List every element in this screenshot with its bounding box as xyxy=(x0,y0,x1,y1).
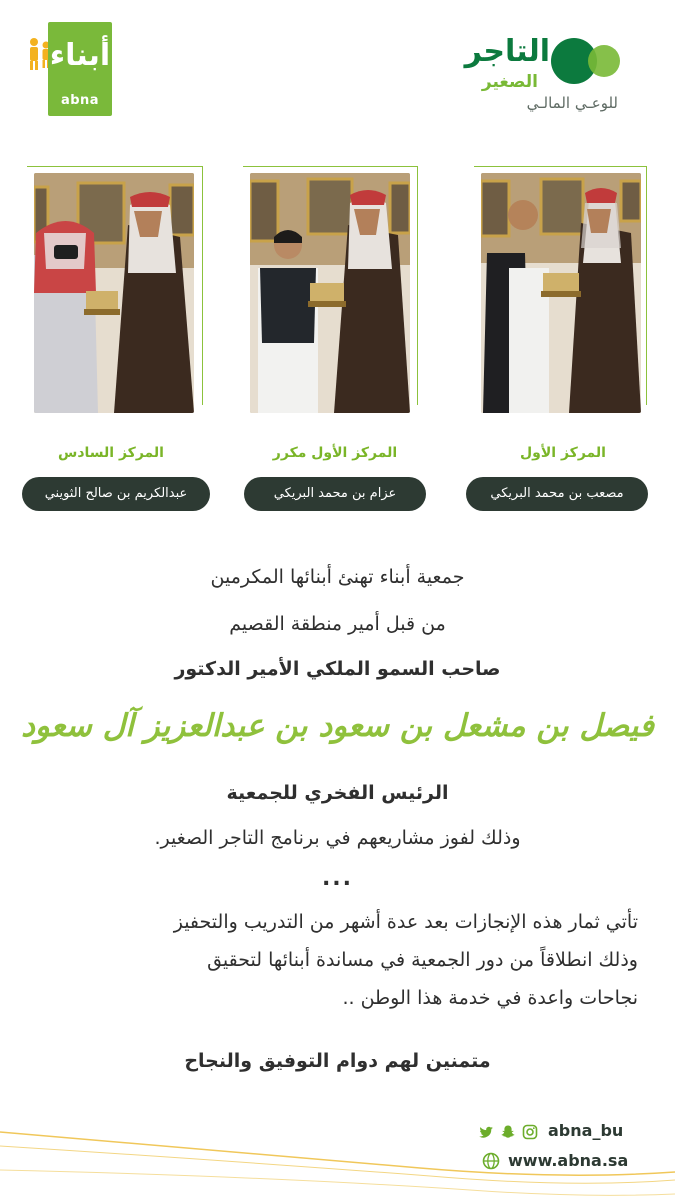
place-label-3: المركز السادس xyxy=(58,445,164,461)
abna-logo-english: abna xyxy=(60,93,100,108)
winner-photo-2 xyxy=(250,173,410,413)
message-paragraph xyxy=(38,903,638,1017)
logo-tagline: للوعـي المالـي xyxy=(526,94,618,112)
winner-name-3: عبدالكريم بن صالح الثويني xyxy=(22,477,210,511)
website-link[interactable]: www.abna.sa xyxy=(508,1151,629,1170)
social-handle[interactable]: abna_bu xyxy=(548,1121,624,1140)
separator-dots: ... xyxy=(321,866,354,891)
abna-logo-arabic: أبناء xyxy=(49,38,111,73)
place-label-2: المركز الأول مكرر xyxy=(272,445,398,461)
logo-subtitle: الصغير xyxy=(481,72,538,92)
little-merchant-logo xyxy=(440,34,630,120)
closing-line: متمنين لهم دوام التوفيق والنجاح xyxy=(184,1050,491,1072)
message-line-1: جمعية أبناء تهنئ أبنائها المكرمين xyxy=(210,566,465,588)
twitter-icon[interactable] xyxy=(478,1124,494,1140)
paragraph-line-3: نجاحات واعدة في خدمة هذا الوطن .. xyxy=(342,987,638,1009)
instagram-icon[interactable] xyxy=(522,1124,538,1140)
paragraph-line-2: وذلك انطلاقاً من دور الجمعية في مساندة أبنائها لتحقيق xyxy=(207,949,638,971)
place-label-1: المركز الأول xyxy=(520,445,606,461)
abna-logo xyxy=(48,22,112,116)
prince-name-calligraphy: فيصل بن مشعل بن سعود بن عبدالعزيز آل سعود xyxy=(21,708,654,744)
message-line-2: من قبل أمير منطقة القصيم xyxy=(229,613,446,635)
paragraph-line-1: تأتي ثمار هذه الإنجازات بعد عدة أشهر من التدريب والتحفيز xyxy=(173,911,638,933)
message-line-4: الرئيس الفخري للجمعية xyxy=(226,782,449,804)
snapchat-icon[interactable] xyxy=(500,1124,516,1140)
logo-title: التاجر xyxy=(464,34,550,69)
winner-name-2: عزام بن محمد البريكي xyxy=(244,477,426,511)
globe-icon xyxy=(482,1152,500,1170)
message-line-5: وذلك لفوز مشاريعهم في برنامج التاجر الصغير. xyxy=(154,827,521,849)
logo-circles-icon xyxy=(544,36,630,86)
winner-photo-3 xyxy=(34,173,194,413)
winner-photo-1 xyxy=(481,173,641,413)
message-line-3: صاحب السمو الملكي الأمير الدكتور xyxy=(174,658,501,680)
winner-name-1: مصعب بن محمد البريكي xyxy=(466,477,648,511)
